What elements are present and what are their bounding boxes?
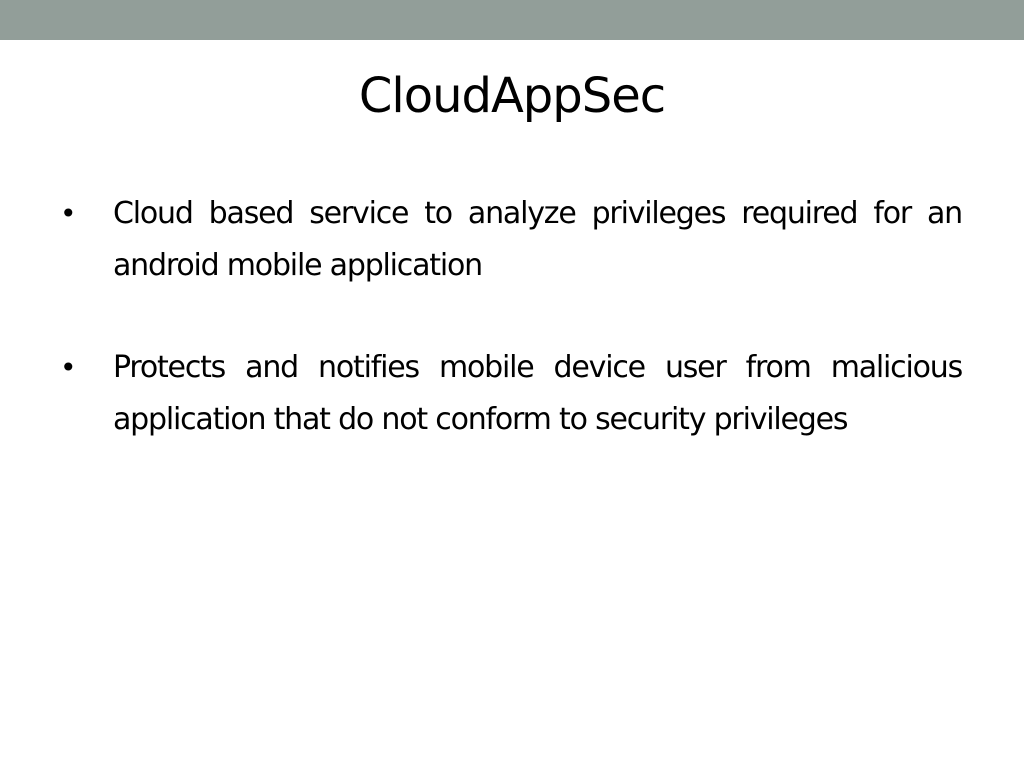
bullet-text: Protects and notifies mobile device user from malicious application that do not conform to security privileges bbox=[113, 350, 962, 437]
top-accent-bar bbox=[0, 0, 1024, 40]
bullet-list bbox=[0, 188, 1024, 496]
bullet-item bbox=[0, 188, 1024, 292]
slide-title: CloudAppSec bbox=[358, 68, 666, 124]
bullet-marker: • bbox=[60, 197, 77, 230]
bullet-marker: • bbox=[60, 351, 77, 384]
bullet-item bbox=[0, 342, 1024, 446]
bullet-text: Cloud based service to analyze privileges required for an android mobile application bbox=[113, 196, 962, 283]
